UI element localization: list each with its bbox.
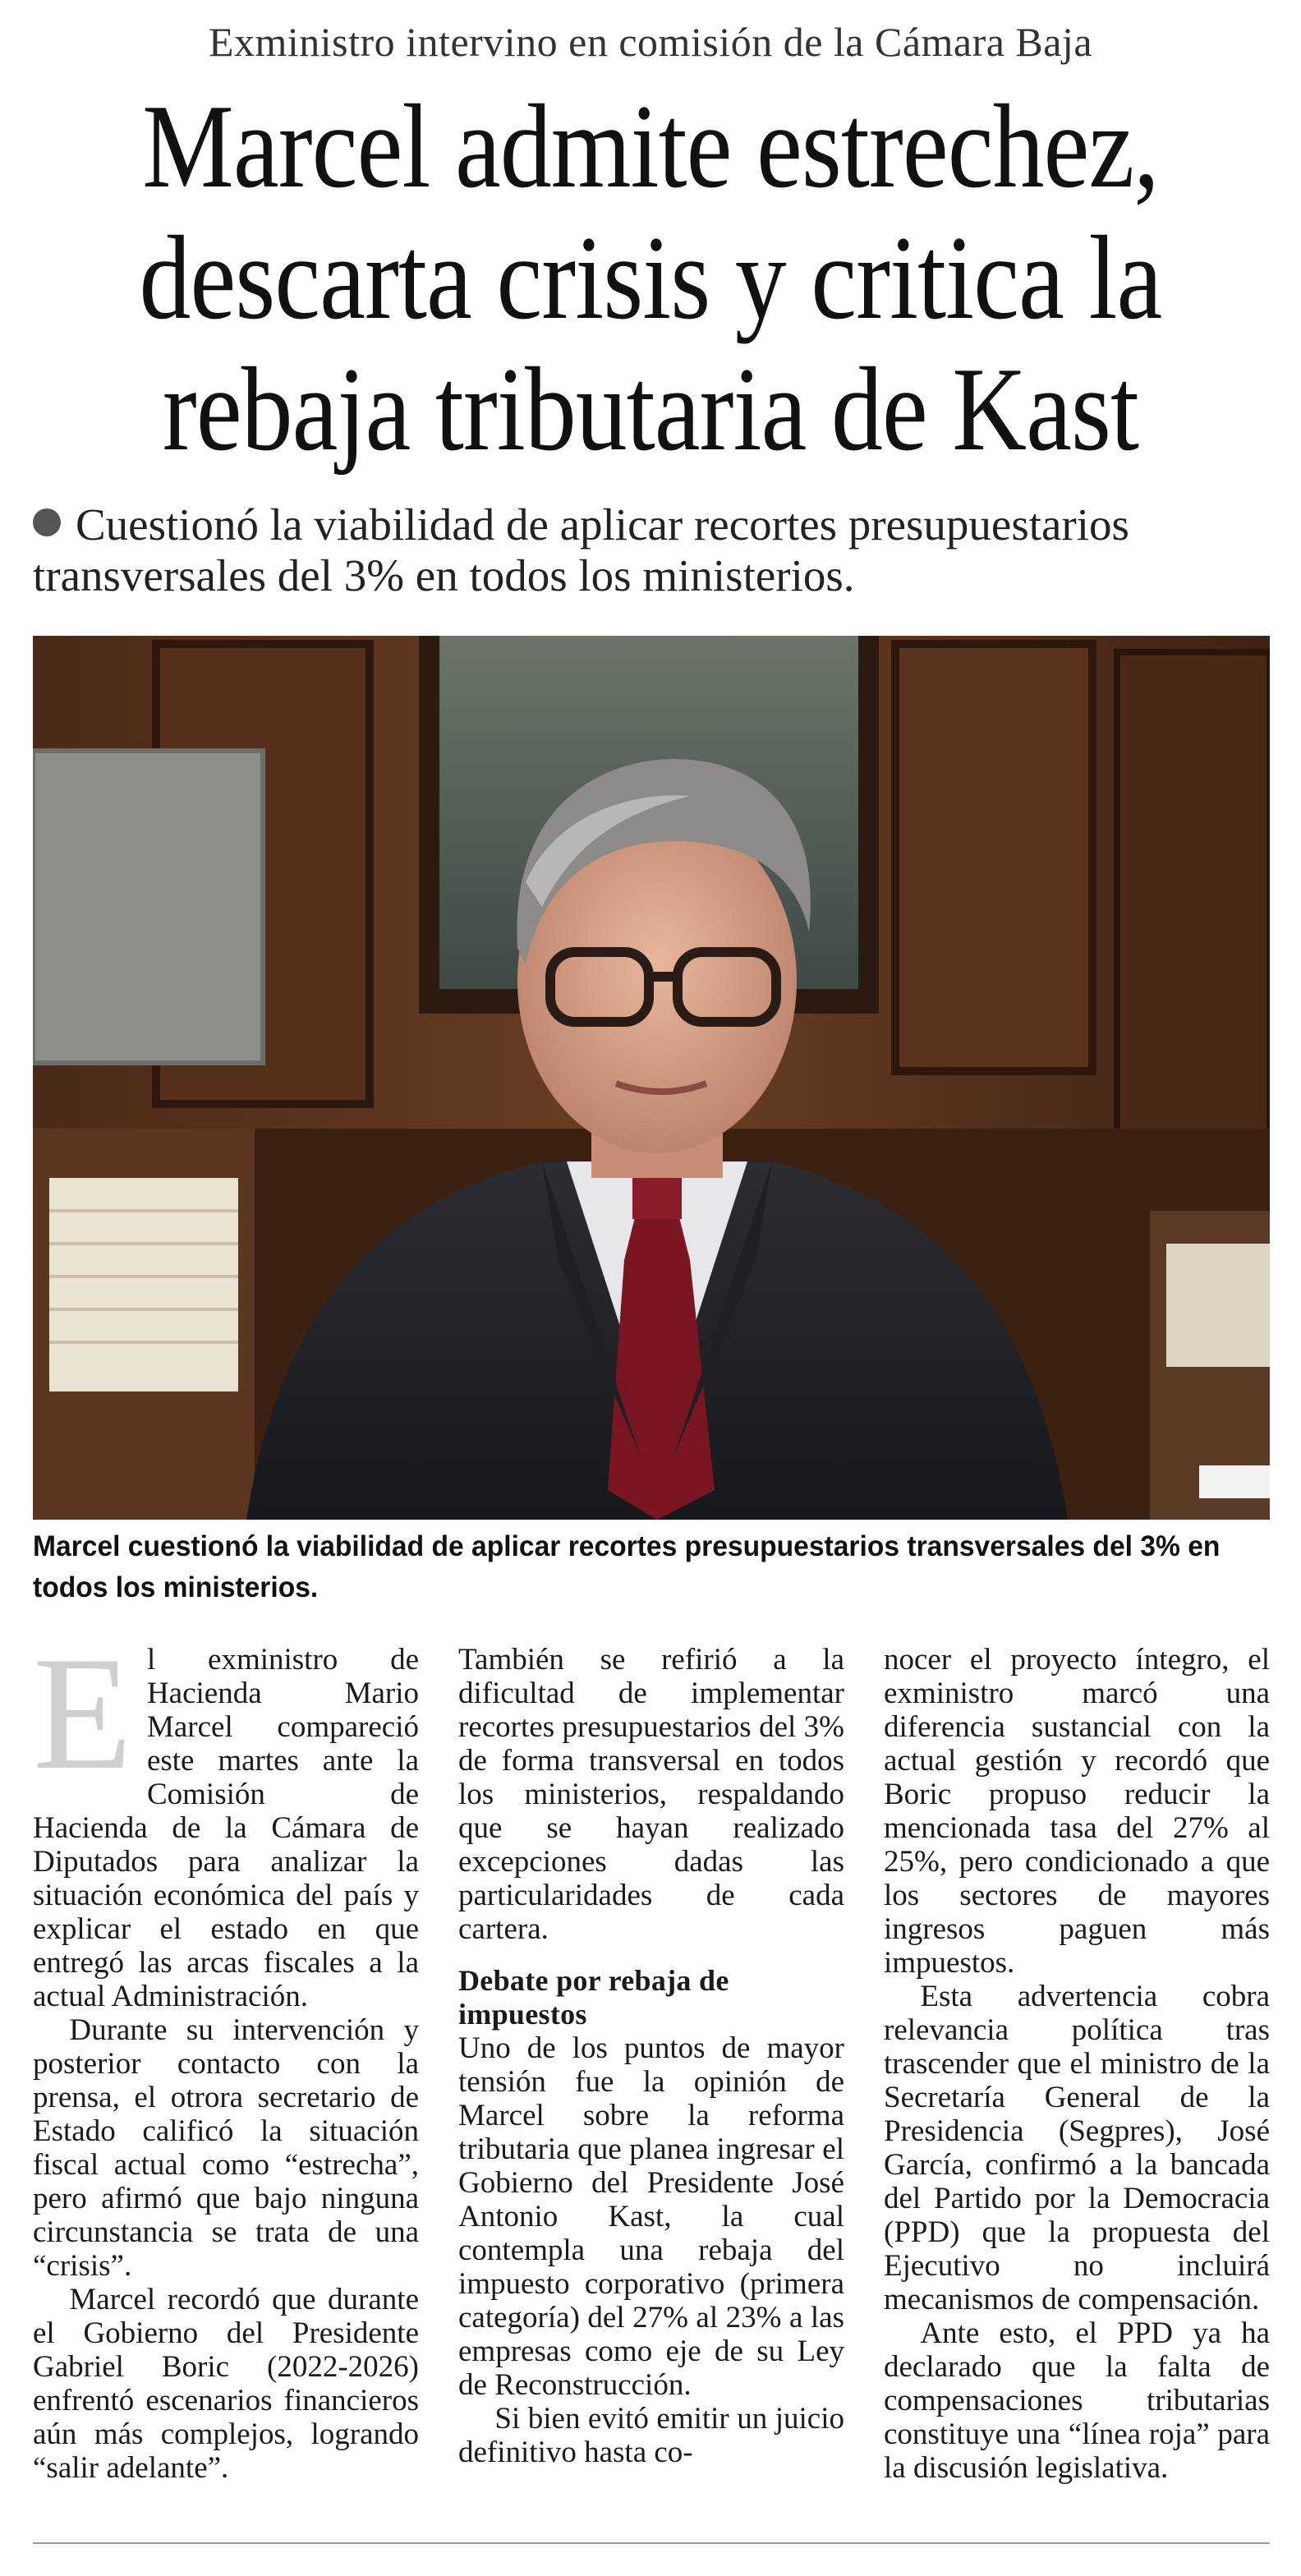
article-kicker: Exministro intervino en comisión de la Cámara Baja bbox=[208, 19, 1093, 65]
photo-illustration bbox=[33, 636, 1270, 1520]
article-column bbox=[884, 1643, 1270, 2485]
body-paragraph: También se refirió a la dificultad de implementar recortes presupuestarios del 3% de forma transversal en todos los ministerios, respaldando que se hayan realizado excepciones dadas las particularidades de cada cartera. bbox=[458, 1643, 844, 1946]
body-paragraph: Si bien evitó emitir un juicio definitivo hasta co- bbox=[458, 2402, 844, 2469]
body-paragraph: Uno de los puntos de mayor tensión fue la opinión de Marcel sobre la reforma tributaria que planea ingresar el Gobierno del Presidente José Antonio Kast, la cual contempla una rebaja del impuesto corporativo (primera categoría) del 27% al 23% a las empresas como eje de su Ley de Reconstrucción. bbox=[458, 2031, 844, 2402]
section-subheading: Debate por rebaja de impuestos bbox=[458, 1964, 729, 2031]
bullet-icon bbox=[33, 508, 61, 536]
body-paragraph: Marcel recordó que durante el Gobierno del Presidente Gabriel Boric (2022-2026) enfrentó escenarios financieros aún más complejos, logrando “salir adelante”. bbox=[33, 2283, 419, 2485]
article-column bbox=[458, 1643, 844, 2469]
body-paragraph: nocer el proyecto íntegro, el exministro marcó una diferencia sustancial con la actual gestión y recordó que Boric propuso reducir la mencionada tasa del 27% al 25%, pero condicionado a que los sectores de mayores ingresos paguen más impuestos. bbox=[884, 1643, 1270, 1980]
body-paragraph: Esta advertencia cobra relevancia política tras trascender que el ministro de la Secretaría General de la Presidencia (Segpres), José García, confirmó a la bancada del Partido por la Democracia (PPD) que la propuesta del Ejecutivo no incluirá mecanismos de compensación. bbox=[884, 1980, 1270, 2316]
photo-caption: Marcel cuestionó la viabilidad de aplicar recortes presupuestarios transversales del 3% en todos los ministerios. bbox=[33, 1530, 1221, 1603]
drop-cap: E bbox=[33, 1623, 132, 1803]
deck-text: Cuestionó la viabilidad de aplicar recortes presupuestarios transversales del 3% en todos los ministerios. bbox=[33, 499, 1129, 600]
article-deck bbox=[33, 499, 1273, 601]
body-paragraph bbox=[33, 1623, 419, 2013]
headline-line: Marcel admite estrechez, bbox=[142, 80, 1159, 213]
footer-rule bbox=[33, 2542, 1270, 2544]
body-paragraph: Durante su intervención y posterior contacto con la prensa, el otrora secretario de Estado calificó la situación fiscal actual como “estrecha”, pero afirmó que bajo ninguna circunstancia se trata de una “crisis”. bbox=[33, 2013, 419, 2283]
body-paragraph-text: l exministro de Hacienda Mario Marcel compareció este martes ante la Comisión de Hacienda de la Cámara de Diputados para analizar la situación económica del país y explicar el estado en que entregó las arcas fiscales a la actual Administración. bbox=[33, 1643, 419, 2013]
article-column bbox=[33, 1623, 419, 2485]
article-body bbox=[33, 1623, 1270, 2530]
body-paragraph: Ante esto, el PPD ya ha declarado que la falta de compensaciones tributarias constituye una “línea roja” para la discusión legislativa. bbox=[884, 2316, 1270, 2485]
article-headline bbox=[119, 80, 1181, 475]
article-photo bbox=[33, 636, 1270, 1520]
headline-line: descarta crisis y critica la bbox=[139, 211, 1162, 344]
headline-line: rebaja tributaria de Kast bbox=[162, 343, 1139, 476]
